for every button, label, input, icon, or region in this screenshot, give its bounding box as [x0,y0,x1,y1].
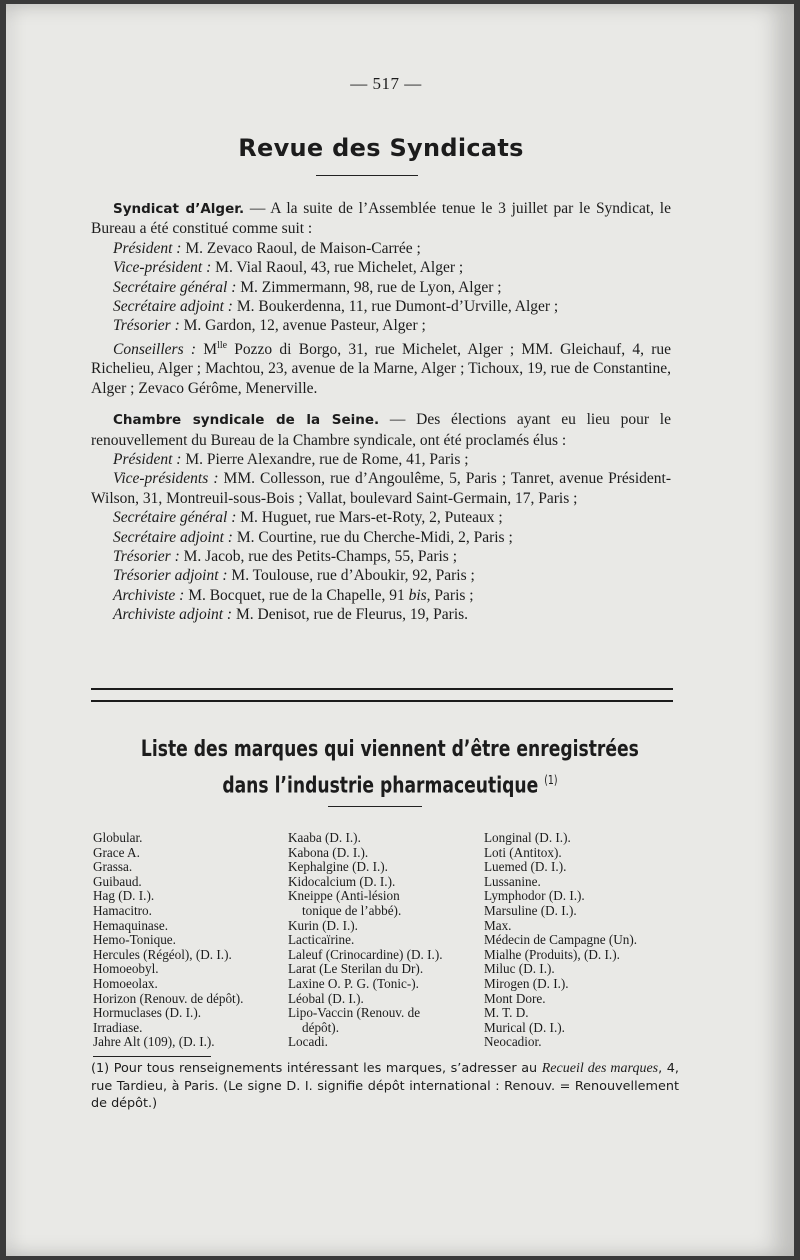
marques-column-1 [93,831,243,1050]
section-divider [91,688,673,702]
marque-entry: Mialhe (Produits), (D. I.). [484,946,620,962]
marque-entry: Hercules (Régéol), (D. I.). [93,946,232,962]
alger-conseillers: Conseillers : $M^{lle}$ Pozzo di Borgo, 31, rue Michelet, Alger ; MM. Gleichauf, 4, rue Richelieu, Alger ; Machtou, 23, avenue de la Marne, Alger ; Tichoux, 19, rue de Constantine, Alger ; Zevaco Gérôme, Menerville. [91,339,671,397]
seine-intro: Chambre syndicale de la Seine. — Des élections ayant eu lieu pour le renouvellement du Bureau de la Chambre syndicale, ont été proclamés élus : [91,411,671,449]
marque-entry: Murical (D. I.). [484,1019,565,1035]
marque-entry: Grace A. [93,844,140,860]
seine-tresorier-adjoint: Trésorier adjoint : M. Toulouse, rue d’Aboukir, 92, Paris ; [113,567,475,585]
page-number: — 517 — [350,74,422,93]
seine-president: Président : M. Pierre Alexandre, rue de Rome, 41, Paris ; [113,451,469,469]
section-title-liste-des-marques: Liste des marques qui viennent d’être enregistrées dans l’industrie pharmaceutique $^{(1)}$ [140,737,639,799]
marque-entry: Locadi. [288,1034,328,1050]
alger-secretaire-general: Secrétaire général : M. Zimmermann, 98, rue de Lyon, Alger ; [113,278,502,296]
alger-heading: Syndicat d’Alger. [113,201,245,217]
section-title-revue-des-syndicats: Revue des Syndicats [238,134,524,162]
marque-entry: Kephalgine (D. I.). [288,859,388,875]
marque-entry: Irradiase. [93,1019,143,1035]
title2-underline [328,806,422,807]
title-underline [316,175,418,176]
alger-tresorier: Trésorier : M. Gardon, 12, avenue Pasteur, Alger ; [113,317,426,335]
seine-heading: Chambre syndicale de la Seine. [113,412,380,429]
alger-secretaire-adjoint: Secrétaire adjoint : M. Boukerdenna, 11, rue Dumont-d’Urville, Alger ; [113,298,559,316]
alger-president: Président : M. Zevaco Raoul, de Maison-Carrée ; [113,239,421,257]
marque-entry: Horizon (Renouv. de dépôt). [93,990,244,1006]
marque-entry: Mirogen (D. I.). [484,975,569,991]
marque-entry: Max. [484,917,512,933]
seine-vice-presidents: Vice-présidents : MM. Collesson, rue d’Angoulême, 5, Paris ; Tanret, avenue Président-Wilson, 31, Montreuil-sous-Bois ; Vallat, boulevard Saint-Germain, 17, Paris ; [91,470,671,507]
marque-entry: Lacticaïrine. [288,932,355,948]
marque-entry: Hamacitro. [93,902,152,918]
marque-entry: Lipo-Vaccin (Renouv. de [288,1005,421,1021]
section-revue-des-syndicats [91,199,671,625]
marque-entry: Léobal (D. I.). [288,990,364,1006]
marque-entry: Globular. [93,830,143,845]
marques-column-2 [288,831,443,1050]
marque-entry: M. T. D. [484,1005,529,1021]
marque-entry: Lymphodor (D. I.). [484,888,585,904]
marque-entry: Médecin de Campagne (Un). [484,932,638,948]
seine-secretaire-general: Secrétaire général : M. Huguet, rue Mars-et-Roty, 2, Puteaux ; [113,509,503,527]
marque-entry: Homoeolax. [93,975,158,991]
marque-entry: Lussanine. [484,873,541,889]
marque-entry: Grassa. [93,859,133,875]
marque-entry: Laleuf (Crinocardine) (D. I.). [288,946,443,962]
page [6,4,794,1256]
marque-entry: Guibaud. [93,873,142,889]
footnote-rule [93,1056,211,1057]
marque-entry: dépôt). [302,1019,339,1035]
marque-entry: Longinal (D. I.). [484,830,571,845]
marque-entry: Kaaba (D. I.). [288,830,361,845]
marque-entry: Hag (D. I.). [93,888,155,904]
marque-entry: Jahre Alt (109), (D. I.). [93,1034,215,1050]
marque-entry: Kurin (D. I.). [288,917,358,933]
marque-entry: Kabona (D. I.). [288,844,369,860]
alger-vice-president: Vice-président : M. Vial Raoul, 43, rue Michelet, Alger ; [113,259,464,277]
seine-archiviste: Archiviste : M. Bocquet, rue de la Chapelle, 91 bis, Paris ; [113,586,474,604]
marque-entry: Hormuclases (D. I.). [93,1005,202,1021]
marque-entry: Laxine O. P. G. (Tonic-). [288,975,419,991]
marque-entry: Hemo-Tonique. [93,932,176,948]
marques-column-3 [484,831,637,1050]
seine-tresorier: Trésorier : M. Jacob, rue des Petits-Champs, 55, Paris ; [113,548,458,566]
marque-entry: Miluc (D. I.). [484,961,555,977]
marque-entry: Marsuline (D. I.). [484,902,577,918]
marque-entry: Neocadior. [484,1034,542,1050]
marque-entry: Luemed (D. I.). [484,859,567,875]
footnote: (1) Pour tous renseignements intéressant les marques, s’adresser au Recueil des marques, 4, rue Tardieu, à Paris. (Le signe D. I. signifie dépôt international : Renouv. = Renouvellement de dépôt.) [91,1061,679,1111]
seine-archiviste-adjoint: Archiviste adjoint : M. Denisot, rue de Fleurus, 19, Paris. [113,606,469,624]
marque-entry: Loti (Antitox). [484,844,562,860]
marque-entry: Kidocalcium (D. I.). [288,873,396,889]
marque-entry: Homoeobyl. [93,961,159,977]
marque-entry: tonique de l’abbé). [302,902,402,918]
marque-entry: Mont Dore. [484,990,546,1006]
alger-intro: Syndicat d’Alger. — A la suite de l’Assemblée tenue le 3 juillet par le Syndicat, le Bureau a été constitué comme suit : [91,200,671,238]
seine-secretaire-adjoint: Secrétaire adjoint : M. Courtine, rue du Cherche-Midi, 2, Paris ; [113,528,513,546]
marque-entry: Hemaquinase. [93,917,169,933]
marque-entry: Larat (Le Sterilan du Dr). [288,961,424,977]
marque-entry: Kneippe (Anti-lésion [288,888,400,904]
